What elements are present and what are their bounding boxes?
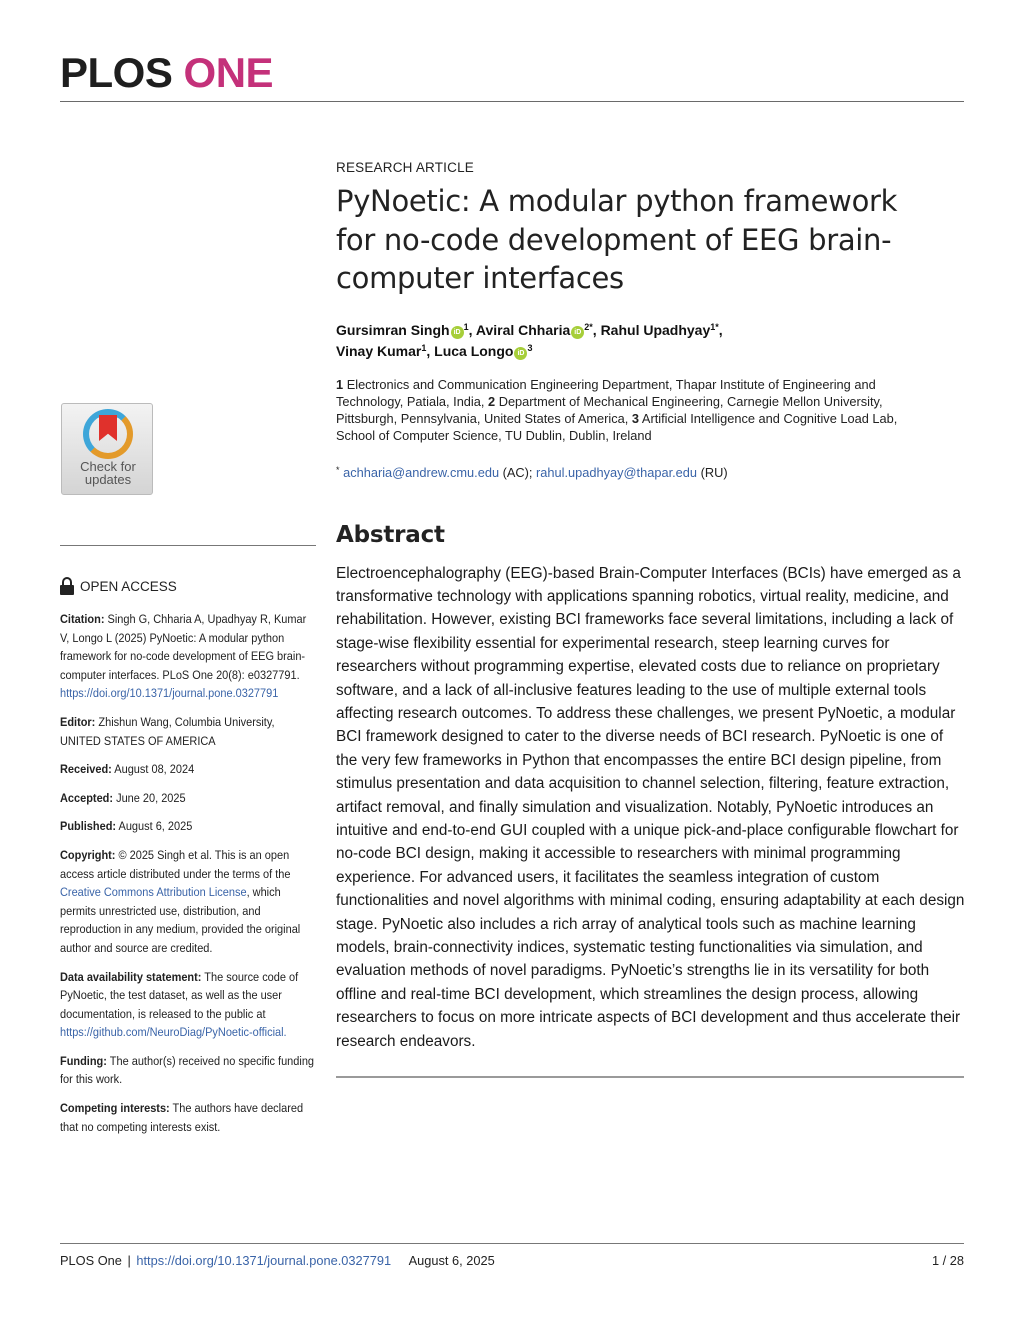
- footer-divider: [60, 1243, 964, 1244]
- abstract-heading: Abstract: [336, 521, 445, 548]
- competing-interests-block: [60, 1099, 318, 1136]
- author-list: [336, 318, 966, 361]
- funding-label: Funding:: [60, 1053, 107, 1068]
- author-separator: ,: [718, 321, 723, 338]
- page-footer: [60, 1253, 495, 1268]
- author-affil-sup: 2*: [584, 321, 593, 332]
- article-type: RESEARCH ARTICLE: [336, 160, 474, 175]
- logo-plos: PLOS: [60, 49, 173, 96]
- corresp-initials: (RU): [700, 464, 728, 480]
- funding-text: The author(s) received no specific funding for this work.: [60, 1053, 315, 1087]
- author-name[interactable]: Gursimran Singh: [336, 321, 450, 338]
- page-number: 1 / 28: [931, 1253, 964, 1268]
- accepted-date: June 20, 2025: [116, 790, 186, 805]
- article-title: PyNoetic: A modular python framework for no-code development of EEG brain-computer interfaces: [336, 184, 898, 295]
- author-affil-sup: 1*: [710, 321, 719, 332]
- footer-date: August 6, 2025: [408, 1253, 495, 1268]
- editor-label: Editor:: [60, 714, 96, 729]
- github-link[interactable]: https://github.com/NeuroDiag/PyNoetic-official.: [60, 1025, 287, 1040]
- copyright-text-end: , which permits unrestricted use, distribution, and reproduction in any medium, provided the original author and source are credited.: [60, 885, 301, 955]
- open-access-label: [60, 577, 177, 595]
- badge-label: [62, 460, 154, 486]
- open-lock-icon: [60, 577, 74, 595]
- affil-text: Department of Mechanical Engineering, Carnegie Mellon University, Pittsburgh, Pennsylvania, United States of America,: [336, 393, 883, 426]
- abstract-divider: [336, 1076, 964, 1078]
- orcid-icon[interactable]: iD: [514, 347, 527, 360]
- orcid-icon[interactable]: iD: [571, 326, 584, 339]
- sidebar-divider: [60, 545, 316, 546]
- affil-text: Artificial Intelligence and Cognitive Load Lab, School of Computer Science, TU Dublin, Dublin, Ireland: [336, 410, 898, 443]
- author-name[interactable]: Vinay Kumar: [336, 343, 422, 359]
- footer-doi-link[interactable]: https://doi.org/10.1371/journal.pone.0327791: [136, 1253, 392, 1268]
- accepted-label: Accepted:: [60, 790, 114, 805]
- footer-journal: PLOS One: [60, 1253, 122, 1268]
- copyright-text: © 2025 Singh et al. This is an open access article distributed under the terms of the: [60, 847, 291, 881]
- copyright-label: Copyright:: [60, 847, 116, 862]
- data-availability-text: The source code of PyNoetic, the test dataset, as well as the user documentation, is released to the public at: [60, 969, 299, 1021]
- citation-block: [60, 610, 318, 703]
- data-availability-label: Data availability statement:: [60, 969, 202, 984]
- citation-label: Citation:: [60, 612, 105, 626]
- email-link[interactable]: achharia@andrew.cmu.edu: [343, 464, 500, 480]
- check-for-updates-badge[interactable]: [61, 403, 153, 495]
- email-link[interactable]: rahul.upadhyay@thapar.edu: [536, 464, 698, 480]
- competing-interests-text: The authors have declared that no competing interests exist.: [60, 1101, 304, 1134]
- badge-line-1: Check for: [80, 459, 136, 474]
- author-affil-sup: 3: [527, 343, 533, 353]
- affil-number: 3: [631, 410, 640, 426]
- author-name[interactable]: Luca Longo: [434, 343, 514, 359]
- license-link[interactable]: Creative Commons Attribution License: [60, 885, 247, 900]
- citation-text: Singh G, Chharia A, Upadhyay R, Kumar V, Longo L (2025) PyNoetic: A modular python framework for no-code development of EEG brain-computer interfaces. PLoS One 20(8): e0327791.: [60, 612, 307, 682]
- data-availability-block: [60, 968, 318, 1042]
- open-access-text: OPEN ACCESS: [80, 578, 177, 594]
- author-name[interactable]: Aviral Chharia: [475, 321, 571, 338]
- header-divider: [60, 101, 964, 102]
- published-label: Published:: [60, 819, 117, 834]
- published-block: [60, 817, 318, 836]
- received-label: Received:: [60, 762, 112, 777]
- author-affil-sup: 1: [463, 321, 469, 332]
- funding-block: [60, 1052, 318, 1089]
- editor-text: Zhishun Wang, Columbia University, UNITED STATES OF AMERICA: [60, 714, 275, 748]
- abstract-text: Electroencephalography (EEG)-based Brain-Computer Interfaces (BCIs) have emerged as a transformative technology with applications spanning robotics, virtual reality, medicine, and rehabilitation. However, existing BCI frameworks face several limitations, including a lack of stage-wise flexibility essential for experimental research, steep learning curves for researchers without programming expertise, elevated costs due to reliance on proprietary software, and a lack of all-inclusive features leading to the use of multiple external tools affecting research outcomes. To address these challenges, we present PyNoetic, a modular BCI framework designed to cater to the diverse needs of BCI research. PyNoetic is one of the very few frameworks in Python that encompasses the entire BCI design pipeline, from stimulus presentation and data acquisition to channel selection, filtering, feature extraction, artifact removal, and finally simulation and visualization. Notably, PyNoetic introduces an intuitive and end-to-end GUI coupled with a unique pick-and-place configurable flowchart for no-code BCI design, making it accessible to researchers with minimal programming experience. For advanced users, it facilitates the seamless integration of custom functionalities and novel algorithms with minimal coding, ensuring adaptability at each design stage. PyNoetic also includes a rich array of analytical tools such as machine learning models, brain-connectivity indices, systematic testing functionalities via simulation, and evaluation methods of novel paradigms. PyNoetic’s strengths lie in its versatility for both offline and real-time BCI development, which streamlines the design process, allowing researchers to focus on more intricate aspects of BCI development and thus accelerate their research endeavors.: [336, 564, 965, 1050]
- author-separator: ,: [468, 321, 476, 338]
- accepted-block: [60, 789, 318, 808]
- author-separator: ,: [426, 343, 435, 359]
- author-separator: ,: [592, 321, 601, 338]
- author-name[interactable]: Rahul Upadhyay: [600, 321, 711, 338]
- affil-number: 2: [488, 393, 496, 409]
- received-block: [60, 760, 318, 779]
- citation-doi-link[interactable]: https://doi.org/10.1371/journal.pone.0327791: [60, 686, 279, 701]
- affil-number: 1: [336, 376, 344, 392]
- competing-interests-label: Competing interests:: [60, 1101, 170, 1116]
- received-date: August 08, 2024: [114, 762, 195, 777]
- copyright-block: [60, 846, 318, 958]
- plos-one-logo[interactable]: [60, 49, 274, 96]
- corresp-star: *: [336, 464, 340, 475]
- affil-text: Electronics and Communication Engineering Department, Thapar Institute of Engineering and Technology, Patiala, India,: [336, 376, 876, 409]
- orcid-icon[interactable]: iD: [451, 326, 464, 339]
- author-affil-sup: 1: [421, 343, 427, 353]
- correspondence: [336, 465, 966, 480]
- footer-separator: |: [127, 1253, 131, 1268]
- published-date: August 6, 2025: [118, 819, 193, 834]
- logo-one: ONE: [183, 49, 274, 96]
- article-main: [336, 160, 966, 1053]
- affiliations: [336, 376, 936, 444]
- editor-block: [60, 713, 318, 750]
- badge-line-2: updates: [84, 472, 132, 487]
- corresp-initials: (AC);: [502, 464, 533, 480]
- article-info-sidebar: [60, 610, 318, 1146]
